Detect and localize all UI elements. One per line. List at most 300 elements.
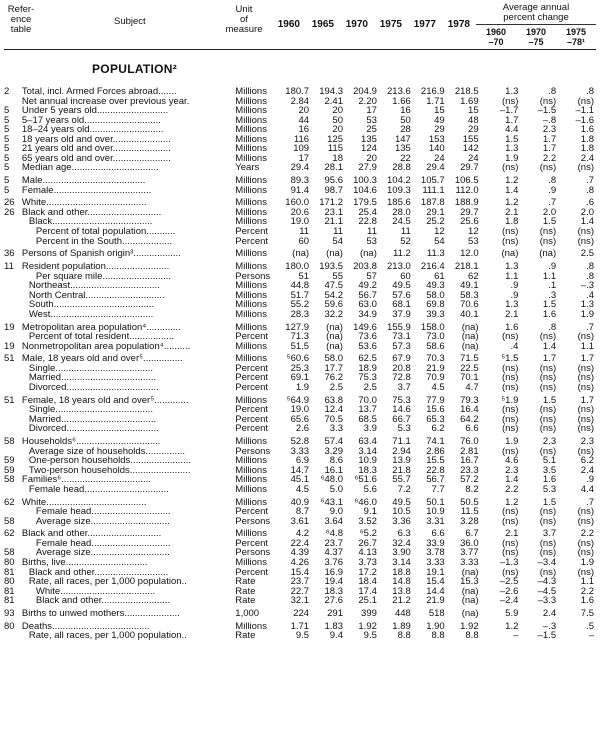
value-cell: 18.9 bbox=[358, 362, 377, 374]
value-cell: 54 bbox=[434, 235, 445, 247]
change-cell: (ns) bbox=[539, 506, 557, 518]
value-cell: 9.5 bbox=[295, 630, 310, 642]
value-cell: 22.4 bbox=[290, 537, 310, 549]
value-cell: 1.92 bbox=[358, 620, 377, 632]
unit-cell: Millions bbox=[235, 175, 267, 187]
value-cell: 51.7 bbox=[290, 289, 310, 301]
change-cell: (ns) bbox=[502, 226, 519, 238]
subject-cell: 18–24 years old............................ bbox=[21, 125, 164, 135]
data-table bbox=[4, 87, 596, 641]
change-cell: 1.3 bbox=[505, 299, 519, 311]
subject-cell: Median age................................. bbox=[21, 163, 159, 173]
change-cell: (ns) bbox=[539, 362, 557, 374]
change-cell: (ns) bbox=[502, 381, 519, 393]
value-cell: 149.6 bbox=[353, 321, 377, 333]
value-cell: 104.6 bbox=[353, 184, 377, 196]
unit-cell: Percent bbox=[235, 331, 269, 343]
unit-cell: Percent bbox=[235, 423, 269, 435]
change-cell: 1.2 bbox=[505, 175, 519, 187]
change-cell: – bbox=[588, 630, 594, 642]
value-cell: 4.5 bbox=[431, 381, 445, 393]
unit-cell: Millions bbox=[235, 289, 267, 301]
unit-cell: Millions bbox=[235, 184, 267, 196]
value-cell: 24 bbox=[468, 152, 479, 164]
reference-cell: 62 bbox=[4, 496, 15, 508]
change-cell: 3.5 bbox=[542, 464, 557, 476]
change-cell: 2.2 bbox=[542, 152, 557, 164]
unit-cell: Percent bbox=[235, 381, 269, 393]
value-cell: 29.4 bbox=[290, 162, 310, 174]
reference-cell bbox=[4, 405, 22, 415]
value-cell: 40.9 bbox=[290, 496, 310, 508]
unit-cell: Millions bbox=[235, 474, 267, 486]
value-cell: ⁶48.0 bbox=[320, 474, 343, 486]
value-cell: (na) bbox=[461, 585, 479, 597]
value-cell: 112.0 bbox=[455, 184, 479, 196]
value-cell: 24.5 bbox=[392, 216, 411, 228]
change-cell: (ns) bbox=[577, 226, 594, 238]
value-cell: 75.3 bbox=[392, 394, 411, 406]
value-cell: 188.9 bbox=[454, 197, 479, 209]
value-cell: 216.9 bbox=[420, 86, 445, 97]
change-cell: .9 bbox=[548, 184, 557, 196]
header-unit: Unit of measure bbox=[225, 4, 263, 35]
value-cell: 74.1 bbox=[426, 436, 445, 448]
change-cell: (ns) bbox=[502, 372, 519, 384]
unit-cell: Rate bbox=[235, 630, 256, 642]
reference-cell: 5 bbox=[4, 133, 10, 145]
table-row bbox=[4, 342, 596, 352]
value-cell: 6.3 bbox=[397, 528, 411, 540]
value-cell: 62 bbox=[468, 270, 479, 282]
change-cell: 2.0 bbox=[580, 206, 594, 218]
value-cell: 55 bbox=[332, 270, 343, 282]
value-cell: 9.4 bbox=[329, 630, 343, 642]
subject-cell: Rate, all races, per 1,000 population.. bbox=[28, 631, 187, 641]
change-cell: –2.6 bbox=[499, 585, 519, 597]
value-cell: 155.9 bbox=[387, 321, 411, 333]
change-cell: –1.7 bbox=[499, 105, 519, 117]
value-cell: 213.0 bbox=[387, 261, 411, 273]
change-cell: 1.6 bbox=[505, 321, 519, 333]
change-cell: 1.2 bbox=[505, 620, 519, 632]
change-cell: 1.6 bbox=[580, 124, 594, 136]
value-cell: 56.7 bbox=[426, 474, 445, 486]
reference-cell: 62 bbox=[4, 528, 15, 540]
value-cell: 29 bbox=[434, 124, 445, 136]
value-cell: 40.1 bbox=[460, 308, 479, 320]
change-cell: 3.7 bbox=[542, 528, 557, 540]
value-cell: 3.31 bbox=[426, 515, 445, 527]
change-cell: .8 bbox=[548, 86, 557, 97]
value-cell: 50.5 bbox=[460, 496, 479, 508]
reference-cell: 80 bbox=[4, 576, 15, 588]
unit-cell: Percent bbox=[235, 413, 269, 425]
change-cell: –.3 bbox=[542, 620, 557, 632]
table-row bbox=[4, 186, 596, 196]
subject-cell: Female head.............................. bbox=[35, 538, 171, 549]
value-cell: ⁵64.9 bbox=[286, 394, 310, 406]
reference-cell: 80 bbox=[4, 557, 15, 569]
value-cell: 57.4 bbox=[324, 436, 343, 448]
change-cell: (ns) bbox=[577, 445, 594, 457]
reference-cell bbox=[4, 424, 22, 434]
value-cell: 3.9 bbox=[363, 423, 377, 435]
change-cell: 2.0 bbox=[542, 206, 557, 218]
value-cell: 32.1 bbox=[290, 595, 310, 607]
value-cell: 51.5 bbox=[290, 340, 310, 352]
change-cell: .7 bbox=[548, 197, 557, 209]
value-cell: 73.6 bbox=[358, 331, 377, 343]
value-cell: 22.8 bbox=[358, 216, 377, 228]
unit-cell: Millions bbox=[235, 321, 267, 333]
value-cell: (na) bbox=[461, 331, 479, 343]
value-cell: 23.1 bbox=[324, 206, 343, 218]
change-cell: 1.9 bbox=[580, 557, 594, 569]
value-cell: 29.4 bbox=[426, 162, 445, 174]
change-cell: (ns) bbox=[539, 381, 557, 393]
change-cell: 4.6 bbox=[505, 455, 519, 467]
value-cell: 59.6 bbox=[324, 299, 343, 311]
header-average-change: Average annual percent change bbox=[502, 2, 570, 23]
change-cell: .9 bbox=[510, 289, 519, 301]
subject-cell: Female head................................ bbox=[28, 484, 169, 495]
value-cell: 3.77 bbox=[460, 547, 479, 559]
value-cell: 100.3 bbox=[353, 175, 377, 187]
value-cell: 2.6 bbox=[295, 423, 310, 435]
value-cell: 13.7 bbox=[358, 404, 377, 416]
value-cell: 29.7 bbox=[460, 162, 479, 174]
value-cell: 3.36 bbox=[392, 515, 411, 527]
value-cell: 291 bbox=[327, 607, 343, 619]
change-cell: (ns) bbox=[539, 372, 557, 384]
value-cell: 106.5 bbox=[454, 175, 479, 187]
value-cell: 158.0 bbox=[420, 321, 445, 333]
value-cell: 44 bbox=[298, 114, 310, 126]
change-cell: 1.1 bbox=[505, 270, 519, 282]
value-cell: 14.8 bbox=[392, 576, 411, 588]
value-cell: 25.6 bbox=[460, 216, 479, 228]
subject-cell: Per square mile.......................... bbox=[35, 271, 172, 282]
value-cell: (na) bbox=[326, 340, 343, 352]
value-cell: 50 bbox=[332, 114, 343, 126]
value-cell: 2.84 bbox=[290, 95, 310, 107]
value-cell: 21.2 bbox=[392, 595, 411, 607]
value-cell: 11.2 bbox=[393, 248, 411, 260]
value-cell: 135 bbox=[394, 143, 411, 155]
value-cell: 32.4 bbox=[392, 537, 411, 549]
change-cell: (ns) bbox=[502, 362, 519, 374]
value-cell: (na) bbox=[326, 331, 343, 343]
value-cell: 15 bbox=[468, 105, 479, 117]
unit-cell: Years bbox=[235, 162, 260, 174]
reference-cell bbox=[4, 217, 22, 227]
change-cell: 2.3 bbox=[505, 464, 519, 476]
value-cell: 58.3 bbox=[460, 289, 479, 301]
value-cell: 49.5 bbox=[392, 496, 411, 508]
subject-cell: One-person households....................... bbox=[28, 456, 191, 466]
change-cell: .3 bbox=[548, 289, 557, 301]
value-cell: 17 bbox=[366, 105, 377, 117]
change-cell: (ns) bbox=[577, 381, 594, 393]
change-cell: 1.7 bbox=[542, 143, 557, 155]
value-cell: 49.5 bbox=[392, 280, 411, 292]
value-cell: 79.3 bbox=[460, 394, 479, 406]
value-cell: 27.9 bbox=[358, 162, 377, 174]
change-cell: .8 bbox=[548, 175, 557, 187]
change-cell: 2.4 bbox=[542, 607, 557, 619]
reference-cell: 2 bbox=[4, 86, 10, 97]
subject-cell: Black and other............................ bbox=[28, 567, 169, 578]
unit-cell: Percent bbox=[235, 362, 269, 374]
change-cell: 1.5 bbox=[542, 394, 557, 406]
unit-cell: Millions bbox=[235, 133, 267, 145]
change-cell: 1.5 bbox=[542, 299, 557, 311]
value-cell: 37.9 bbox=[392, 308, 411, 320]
value-cell: 155 bbox=[462, 133, 479, 145]
change-cell: 1.6 bbox=[542, 474, 557, 486]
value-cell: 20.8 bbox=[392, 362, 411, 374]
change-cell: (ns) bbox=[577, 537, 594, 549]
value-cell: (na) bbox=[326, 248, 343, 260]
reference-cell bbox=[4, 373, 22, 383]
subject-cell: Male....................................... bbox=[21, 175, 146, 186]
value-cell: 61 bbox=[434, 270, 445, 282]
value-cell: 2.81 bbox=[460, 445, 479, 457]
change-cell: (ns) bbox=[502, 566, 519, 578]
value-cell: ⁶51.6 bbox=[354, 474, 377, 486]
value-cell: 27.6 bbox=[324, 595, 343, 607]
reference-cell: 81 bbox=[4, 585, 15, 597]
value-cell: 16.1 bbox=[324, 464, 343, 476]
value-cell: 63.8 bbox=[324, 394, 343, 406]
change-cell: (ns) bbox=[539, 162, 557, 174]
value-cell: 15.3 bbox=[460, 576, 479, 588]
change-cell: (ns) bbox=[502, 506, 519, 518]
header-year-1965: 1965 bbox=[311, 19, 334, 30]
value-cell: 16.9 bbox=[324, 566, 343, 578]
value-cell: 17.7 bbox=[324, 362, 343, 374]
header-period-1975-78: 1975 –78¹ bbox=[565, 27, 587, 47]
value-cell: 25 bbox=[366, 124, 377, 136]
change-cell: (ns) bbox=[502, 547, 519, 559]
reference-cell: 58 bbox=[4, 436, 15, 448]
change-cell: .8 bbox=[586, 184, 594, 196]
unit-cell: Millions bbox=[235, 197, 267, 209]
value-cell: 76.0 bbox=[460, 436, 479, 448]
reference-cell: 5 bbox=[4, 162, 10, 174]
value-cell: 8.8 bbox=[431, 630, 445, 642]
value-cell: 53.6 bbox=[358, 340, 377, 352]
value-cell: 204.9 bbox=[353, 86, 377, 97]
change-cell: (ns) bbox=[577, 566, 594, 578]
reference-cell: 36 bbox=[4, 248, 15, 260]
value-cell: 28.1 bbox=[324, 162, 343, 174]
value-cell: 5.3 bbox=[397, 423, 411, 435]
value-cell: 22.5 bbox=[460, 362, 479, 374]
value-cell: 3.14 bbox=[392, 557, 411, 569]
value-cell: 63.4 bbox=[358, 436, 377, 448]
unit-cell: Millions bbox=[235, 152, 267, 164]
value-cell: 21.9 bbox=[426, 595, 445, 607]
subject-cell: Households⁶................................ bbox=[21, 436, 161, 447]
subject-cell: Average size of households............... bbox=[28, 446, 186, 457]
value-cell: 216.4 bbox=[420, 261, 445, 273]
table-row bbox=[4, 246, 596, 259]
value-cell: 65.6 bbox=[290, 413, 310, 425]
reference-cell: 26 bbox=[4, 197, 15, 209]
value-cell: 14.4 bbox=[426, 585, 445, 597]
value-cell: 4.7 bbox=[465, 381, 479, 393]
subject-cell: Northeast.................................. bbox=[28, 281, 160, 291]
subject-cell: Births, live............................... bbox=[21, 558, 148, 568]
value-cell: 8.2 bbox=[465, 483, 479, 495]
value-cell: 18 bbox=[332, 152, 343, 164]
value-cell: 49.3 bbox=[426, 280, 445, 292]
table-row bbox=[4, 173, 596, 186]
value-cell: 518 bbox=[428, 607, 445, 619]
value-cell: 3.61 bbox=[290, 515, 310, 527]
subject-cell: North Central.............................. bbox=[28, 290, 165, 301]
value-cell: 180.0 bbox=[285, 261, 310, 273]
table-row bbox=[4, 163, 596, 173]
value-cell: 140 bbox=[428, 143, 445, 155]
value-cell: 67.9 bbox=[392, 353, 411, 365]
unit-cell: Percent bbox=[235, 566, 269, 578]
value-cell: 45.1 bbox=[290, 474, 310, 486]
value-cell: 76.2 bbox=[324, 372, 343, 384]
value-cell: 33.9 bbox=[426, 537, 445, 549]
value-cell: 6.7 bbox=[465, 528, 479, 540]
change-cell: .9 bbox=[510, 280, 519, 292]
value-cell: 6.6 bbox=[465, 423, 479, 435]
change-cell: 1.4 bbox=[505, 474, 519, 486]
change-cell: (ns) bbox=[577, 162, 594, 174]
value-cell: 69.1 bbox=[290, 372, 310, 384]
value-cell: 66.7 bbox=[392, 413, 411, 425]
change-cell: 2.2 bbox=[580, 585, 594, 597]
value-cell: 15.5 bbox=[426, 455, 445, 467]
unit-cell: Millions bbox=[235, 124, 267, 136]
change-cell: 1.8 bbox=[580, 133, 594, 145]
value-cell: 73.1 bbox=[392, 331, 411, 343]
reference-cell: 26 bbox=[4, 206, 15, 218]
change-cell: 2.3 bbox=[542, 436, 557, 448]
value-cell: 153 bbox=[428, 133, 445, 145]
value-cell: 125 bbox=[327, 133, 343, 145]
value-cell: 62.5 bbox=[358, 353, 377, 365]
unit-cell: Millions bbox=[235, 455, 267, 467]
unit-cell: Percent bbox=[235, 506, 269, 518]
reference-cell: 5 bbox=[4, 152, 10, 164]
unit-cell: Millions bbox=[235, 105, 267, 117]
change-cell: .5 bbox=[586, 620, 594, 632]
value-cell: 57.2 bbox=[460, 474, 479, 486]
value-cell: 6.6 bbox=[431, 528, 445, 540]
value-cell: 19.0 bbox=[290, 404, 310, 416]
table-row bbox=[4, 596, 596, 606]
value-cell: 18.3 bbox=[358, 464, 377, 476]
value-cell: 16 bbox=[298, 124, 310, 136]
subject-cell: Resident population........................ bbox=[21, 261, 170, 272]
value-cell: 18.3 bbox=[324, 585, 343, 597]
value-cell: 52.8 bbox=[290, 436, 310, 448]
subject-cell: 21 years old and over...................... bbox=[21, 144, 171, 154]
value-cell: 218.1 bbox=[454, 261, 479, 273]
change-cell: (ns) bbox=[539, 515, 557, 527]
value-cell: 65.3 bbox=[426, 413, 445, 425]
change-cell: 1.2 bbox=[505, 197, 519, 209]
value-cell: 68.5 bbox=[358, 413, 377, 425]
value-cell: 3.78 bbox=[426, 547, 445, 559]
value-cell: 3.3 bbox=[329, 423, 343, 435]
reference-cell: 81 bbox=[4, 595, 15, 607]
change-cell: (ns) bbox=[502, 515, 519, 527]
value-cell: 3.52 bbox=[358, 515, 377, 527]
value-cell: 32.2 bbox=[324, 308, 343, 320]
reference-cell: 59 bbox=[4, 455, 15, 467]
value-cell: 70.5 bbox=[324, 413, 343, 425]
change-cell: 1.7 bbox=[505, 114, 519, 126]
value-cell: 15.6 bbox=[426, 404, 445, 416]
value-cell: 3.73 bbox=[358, 557, 377, 569]
value-cell: 147 bbox=[394, 133, 411, 145]
value-cell: 7.2 bbox=[397, 483, 411, 495]
change-cell: 4.4 bbox=[505, 124, 519, 136]
unit-cell: Millions bbox=[235, 308, 267, 320]
value-cell: 25.4 bbox=[358, 206, 377, 218]
value-cell: 127.9 bbox=[285, 321, 310, 333]
change-cell: 4.4 bbox=[580, 483, 594, 495]
unit-cell: Millions bbox=[235, 340, 267, 352]
change-cell: 1.5 bbox=[542, 496, 557, 508]
unit-cell: Millions bbox=[235, 261, 267, 273]
unit-cell: Millions bbox=[235, 114, 267, 126]
value-cell: 23.3 bbox=[460, 464, 479, 476]
value-cell: 73.0 bbox=[426, 331, 445, 343]
value-cell: 91.4 bbox=[290, 184, 310, 196]
subject-cell: Metropolitan area population⁴............. bbox=[21, 321, 181, 333]
value-cell: (na) bbox=[461, 321, 479, 333]
change-cell: .7 bbox=[586, 321, 594, 333]
unit-cell: 1,000 bbox=[235, 607, 260, 619]
change-cell: (ns) bbox=[577, 506, 594, 518]
change-cell: – bbox=[513, 630, 519, 642]
value-cell: 69.8 bbox=[426, 299, 445, 311]
change-cell: 1.4 bbox=[542, 340, 557, 352]
change-cell: 5.9 bbox=[505, 607, 519, 619]
change-cell: (ns) bbox=[577, 547, 594, 559]
unit-cell: Rate bbox=[235, 576, 256, 588]
unit-cell: Millions bbox=[235, 206, 267, 218]
subject-cell: Two-person households....................... bbox=[28, 465, 191, 476]
table-header bbox=[4, 3, 596, 49]
subject-cell: White...................................... bbox=[21, 496, 147, 508]
unit-cell: Percent bbox=[235, 537, 269, 549]
value-cell: 63.0 bbox=[358, 299, 377, 311]
value-cell: 36.0 bbox=[460, 537, 479, 549]
change-cell: (ns) bbox=[577, 235, 594, 247]
value-cell: 11 bbox=[367, 226, 377, 238]
value-cell: 11.5 bbox=[460, 506, 479, 518]
change-cell: (ns) bbox=[539, 537, 557, 549]
unit-cell: Millions bbox=[235, 496, 267, 508]
header-rule bbox=[4, 49, 596, 50]
value-cell: 3.64 bbox=[324, 515, 343, 527]
value-cell: 3.33 bbox=[290, 445, 310, 457]
unit-cell: Millions bbox=[235, 620, 267, 632]
value-cell: 4.13 bbox=[358, 547, 377, 559]
